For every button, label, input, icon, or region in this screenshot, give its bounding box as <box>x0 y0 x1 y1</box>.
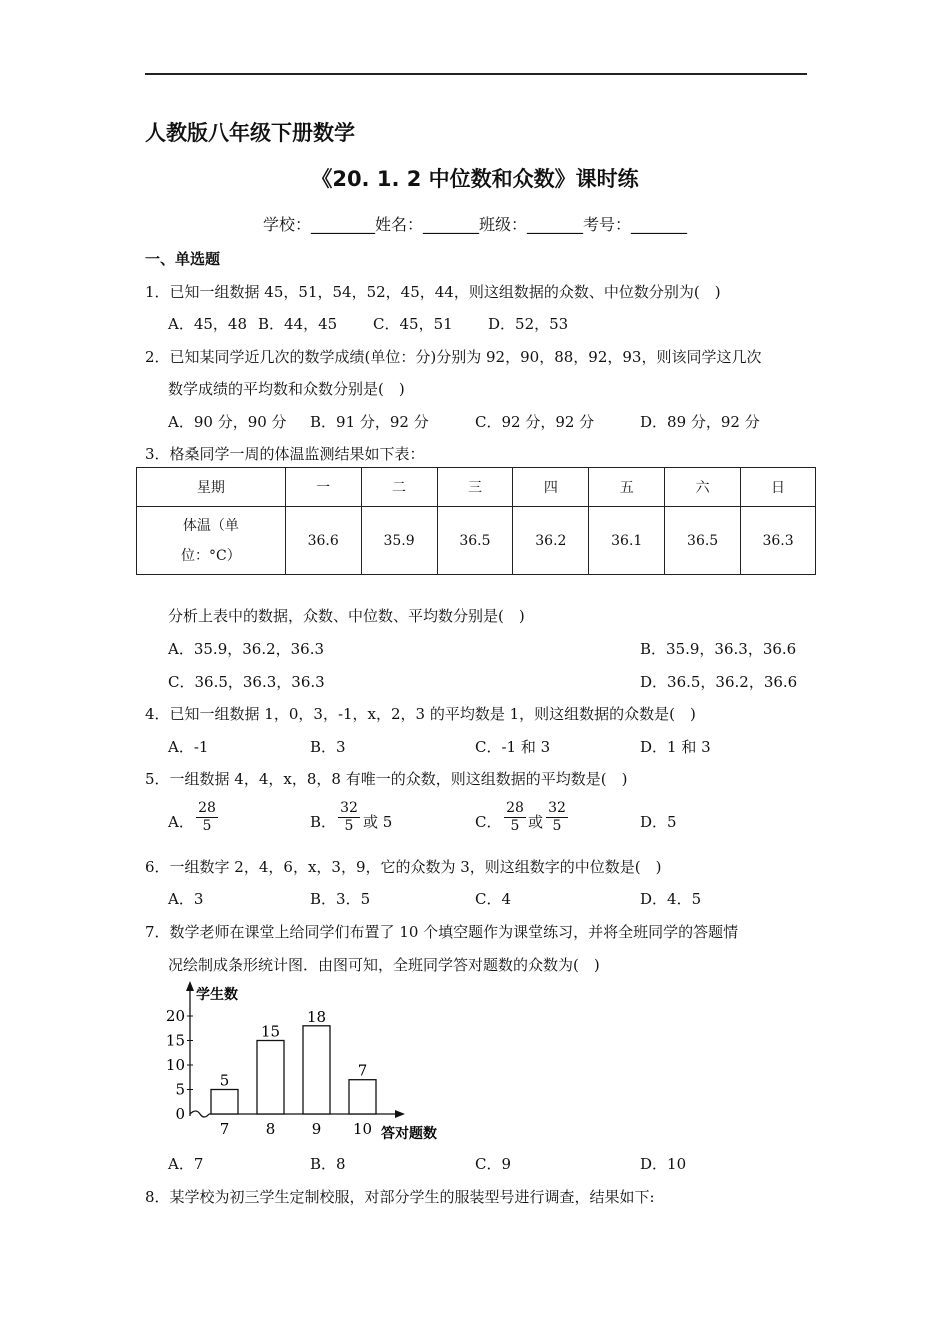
q1-option-a: A．45，48 <box>168 315 248 333</box>
y-tick-label: 0 <box>175 1105 185 1123</box>
table-header-cell: 日 <box>741 468 816 507</box>
fraction-denominator: 5 <box>546 817 568 835</box>
q4-option-c: C．-1 和 3 <box>475 738 551 756</box>
table-cell: 36.3 <box>741 507 816 575</box>
q7-option-d: D．10 <box>640 1155 687 1173</box>
fraction-numerator: 32 <box>548 800 566 816</box>
table-row-label <box>137 507 286 575</box>
y-tick-label: 20 <box>165 1007 185 1025</box>
axis-break-mark <box>190 1111 209 1117</box>
q2-option-d: D．89 分，92 分 <box>640 413 760 431</box>
bar-value-label: 18 <box>306 1007 327 1026</box>
table-cell: 36.6 <box>285 507 361 575</box>
q3-option-d: D．36.5，36.2，36.6 <box>640 673 798 691</box>
q4-option-a: A．-1 <box>168 738 209 756</box>
table-header-cell: 四 <box>513 468 589 507</box>
bar <box>303 1026 330 1114</box>
fraction-denominator: 5 <box>338 817 360 835</box>
question-3-after: 分析上表中的数据，众数、中位数、平均数分别是( ) <box>168 607 525 625</box>
y-tick-label: 10 <box>165 1056 185 1074</box>
question-8: 8．某学校为初三学生定制校服，对部分学生的服装型号进行调查，结果如下: <box>145 1188 655 1206</box>
table-cell: 36.2 <box>513 507 589 575</box>
table-header-cell: 星期 <box>137 468 286 507</box>
question-5: 5．一组数据 4，4，x，8，8 有唯一的众数，则这组数据的平均数是( ) <box>145 770 628 788</box>
q5-a-fraction <box>196 800 218 835</box>
q5-option-d: D．5 <box>640 813 677 831</box>
q5-option-a: A． <box>168 813 194 831</box>
bar <box>349 1080 376 1114</box>
x-axis-label: 答对题数 <box>381 1126 437 1142</box>
q1-option-c: C．45，51 <box>373 315 453 333</box>
question-6: 6．一组数字 2，4，6，x，3，9，它的众数为 3，则这组数字的中位数是( ) <box>145 858 662 876</box>
question-1: 1．已知一组数据 45，51，54，52，45，44，则这组数据的众数、中位数分别为( ) <box>145 283 721 301</box>
temperature-table <box>136 467 816 575</box>
q6-option-d: D．4．5 <box>640 890 702 908</box>
table-cell: 36.5 <box>665 507 741 575</box>
q3-option-a: A．35.9，36.2，36.3 <box>168 640 325 658</box>
x-tick-label: 9 <box>311 1120 322 1138</box>
table-cell: 36.5 <box>437 507 513 575</box>
q3-option-c: C．36.5，36.3，36.3 <box>168 673 325 691</box>
brand-text: 人教版八年级下册数学 <box>145 121 355 145</box>
q7-option-b: B．8 <box>310 1155 346 1173</box>
question-7-line-2: 况绘制成条形统计图．由图可知，全班同学答对题数的众数为( ) <box>168 956 600 974</box>
q3-option-b: B．35.9，36.3，36.6 <box>640 640 797 658</box>
table-row <box>137 507 816 575</box>
fraction-numerator: 28 <box>506 800 524 816</box>
x-axis-arrow <box>395 1110 405 1118</box>
table-header-cell: 三 <box>437 468 513 507</box>
bar-value-label: 5 <box>219 1071 230 1090</box>
fraction-denominator: 5 <box>504 817 526 835</box>
x-tick-label: 7 <box>219 1120 230 1138</box>
q7-option-a: A．7 <box>168 1155 204 1173</box>
x-tick-label: 8 <box>265 1120 276 1138</box>
q6-option-c: C．4 <box>475 890 512 908</box>
bar <box>211 1090 238 1115</box>
y-axis-label: 学生数 <box>196 987 238 1003</box>
table-cell: 35.9 <box>361 507 437 575</box>
table-header-cell: 五 <box>589 468 665 507</box>
bar-value-label: 15 <box>260 1022 281 1041</box>
q5-option-c: C． <box>475 813 502 831</box>
table-cell: 36.1 <box>589 507 665 575</box>
row-label-line-1: 体温（单 <box>182 517 239 534</box>
question-2-line-2: 数学成绩的平均数和众数分别是( ) <box>168 380 405 398</box>
q6-option-a: A．3 <box>168 890 204 908</box>
table-header-cell: 六 <box>665 468 741 507</box>
page-title: 《20. 1. 2 中位数和众数》课时练 <box>311 167 639 191</box>
question-3: 3．格桑同学一周的体温监测结果如下表： <box>145 445 425 463</box>
row-label-line-2: 位：°C） <box>181 547 241 564</box>
q5-c-connector: 或 <box>528 813 544 831</box>
section-heading: 一、单选题 <box>145 250 221 268</box>
table-header-cell: 二 <box>361 468 437 507</box>
q6-option-b: B．3．5 <box>310 890 371 908</box>
q2-option-a: A．90 分，90 分 <box>168 413 287 431</box>
top-rule <box>145 73 807 75</box>
q4-option-d: D．1 和 3 <box>640 738 711 756</box>
q5-option-b: B． <box>310 813 337 831</box>
question-4: 4．已知一组数据 1，0，3，-1，x，2，3 的平均数是 1，则这组数据的众数是( ) <box>145 705 696 723</box>
bar <box>257 1041 284 1115</box>
q5-b-fraction <box>338 800 360 835</box>
bar-chart <box>165 978 465 1144</box>
table-header-cell: 一 <box>285 468 361 507</box>
q2-option-b: B．91 分，92 分 <box>310 413 429 431</box>
q7-option-c: C．9 <box>475 1155 512 1173</box>
question-7-line-1: 7．数学老师在课堂上给同学们布置了 10 个填空题作为课堂练习，并将全班同学的答题情 <box>145 923 739 941</box>
x-tick-label: 10 <box>352 1120 373 1138</box>
student-info-line: 学校：________姓名：_______班级：_______考号：_______ <box>262 215 687 234</box>
fraction-denominator: 5 <box>196 817 218 835</box>
table-row <box>137 468 816 507</box>
y-axis-arrow <box>186 981 194 991</box>
q1-option-d: D．52，53 <box>488 315 569 333</box>
q4-option-b: B．3 <box>310 738 346 756</box>
fraction-numerator: 32 <box>340 800 358 816</box>
q5-c-fraction-2 <box>546 800 568 835</box>
q1-option-b: B．44，45 <box>258 315 338 333</box>
q5-c-fraction-1 <box>504 800 526 835</box>
question-2-line-1: 2．已知某同学近几次的数学成绩(单位：分)分别为 92，90，88，92，93，则该同学这几次 <box>145 348 762 366</box>
y-tick-label: 15 <box>165 1031 185 1050</box>
fraction-numerator: 28 <box>198 800 216 816</box>
q5-b-suffix: 或 5 <box>363 813 393 831</box>
q2-option-c: C．92 分，92 分 <box>475 413 595 431</box>
y-tick-label: 5 <box>175 1080 185 1099</box>
bar-value-label: 7 <box>357 1061 368 1080</box>
